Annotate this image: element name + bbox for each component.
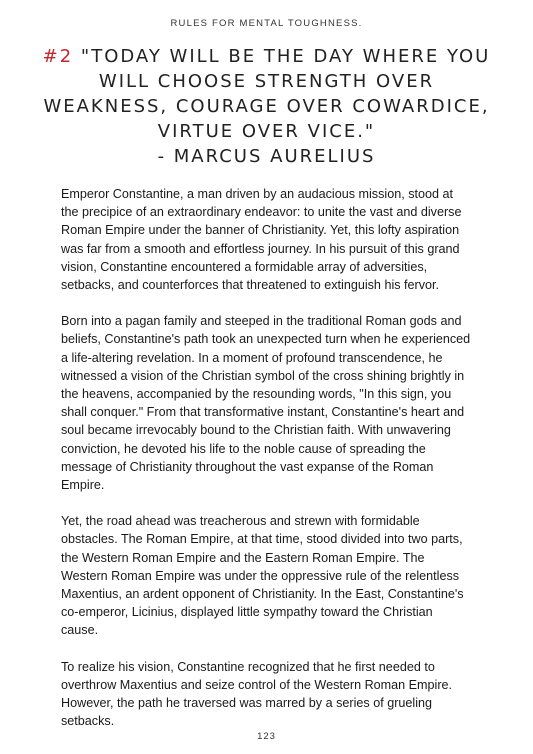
quote-attribution: - MARCUS AURELIUS <box>157 146 376 167</box>
paragraph: Yet, the road ahead was treacherous and strewn with formidable obstacles. The Roman Empire, at that time, stood divided into two parts, the Western Roman Empire and the Eastern Roman Empire. The Western Roman Empire was under the oppressive rule of the relentless Maxentius, an ardent opponent of Christianity. In the East, Constantine's co-emperor, Licinius, displayed little sympathy toward the Christian cause. <box>61 514 464 638</box>
paragraph: Born into a pagan family and steeped in the traditional Roman gods and beliefs, Constantine's path took an unexpected turn when he experienced a life-altering revelation. In a moment of profound transcendence, he witnessed a vision of the Christian symbol of the cross shining brightly in the heavens, accompanied by the resounding words, "In this sign, you shall conquer." From that transformative instant, Constantine's heart and soul became irrevocably bound to the Christian faith. With unwavering conviction, he devoted his life to the noble cause of spreading the message of Christianity throughout the vast expanse of the Roman Empire. <box>61 314 471 493</box>
quote-text: "TODAY WILL BE THE DAY WHERE YOU WILL CHOOSE STRENGTH OVER WEAKNESS, COURAGE OVER COWARDICE, VIRTUE OVER VICE." <box>43 46 491 142</box>
page-number: 123 <box>257 731 276 742</box>
body-text <box>61 185 473 748</box>
paragraph: Emperor Constantine, a man driven by an audacious mission, stood at the precipice of an extraordinary endeavor: to unite the vast and diverse Roman Empire under the banner of Christianity. Yet, this lofty aspiration was far from a smooth and effortless journey. In his pursuit of this grand vision, Constantine encountered a formidable array of adversities, setbacks, and counterforces that threatened to extinguish his fervor. <box>61 187 462 293</box>
chapter-quote <box>40 44 493 169</box>
quote-number: #2 <box>42 46 74 67</box>
running-header: RULES FOR MENTAL TOUGHNESS. <box>170 18 363 29</box>
paragraph: To realize his vision, Constantine recognized that he first needed to overthrow Maxentius and seize control of the Western Roman Empire. However, the path he traversed was marred by a series of grueling setbacks. <box>61 659 453 729</box>
